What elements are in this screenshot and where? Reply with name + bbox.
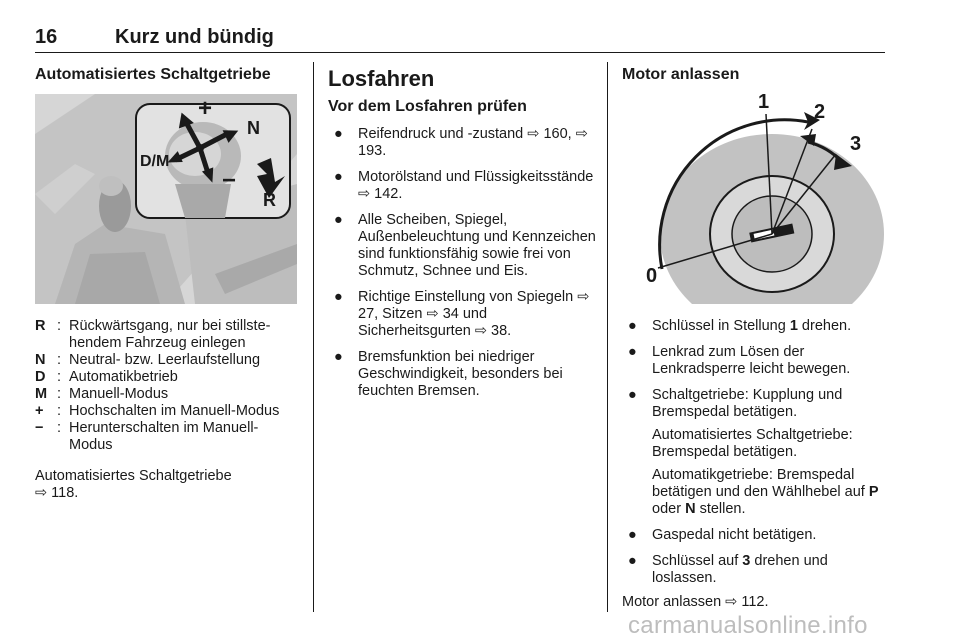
cross-reference: [35, 468, 297, 502]
position-1-label: 1: [758, 94, 770, 113]
gear-legend: [35, 318, 297, 454]
dm-label: D/M: [140, 153, 170, 170]
plus-label: +: [198, 95, 213, 122]
legend-text: Rückwärtsgang, nur bei stillste-hendem Fahrzeug einlegen: [69, 318, 271, 351]
list-item-text: Richtige Einstellung von Spiegeln ⇨ 27, Sitzen ⇨ 34 und Sicherheitsgurten ⇨ 38.: [358, 289, 590, 339]
checks-list: [328, 126, 596, 400]
step-bold: 1: [789, 318, 798, 334]
list-item-text: Motorölstand und Flüssigkeitsstände ⇨ 142.: [358, 169, 594, 202]
page-header: [35, 26, 885, 53]
legend-key: N: [35, 352, 46, 368]
position-3-label: 3: [850, 133, 862, 155]
cross-reference-page: ⇨ 118.: [35, 485, 79, 501]
step-text: Schlüssel auf: [652, 553, 743, 569]
legend-text: Neutral- bzw. Leerlaufstellung: [69, 352, 261, 368]
column-divider: [607, 62, 608, 612]
cross-reference: Motor anlassen ⇨ 112.: [622, 594, 769, 610]
list-item: ● Schlüssel auf 3 drehen und loslassen.: [628, 553, 828, 586]
r-label: R: [263, 190, 276, 210]
legend-text: Automatikbetrieb: [69, 369, 178, 385]
legend-key: M: [35, 386, 48, 402]
step-text: drehen und loslassen.: [652, 553, 828, 586]
list-item: ● Schlüssel in Stellung 1 drehen.: [628, 318, 852, 334]
step-note-text: stellen.: [695, 501, 746, 517]
list-item: ● Bremsfunktion bei niedriger Geschwindigkeit, besonders bei feuchten Bremsen.: [334, 349, 563, 399]
legend-separator: :: [57, 386, 62, 402]
list-item-text: Bremsfunktion bei niedriger Geschwindigkeit, besonders bei feuchten Bremsen.: [358, 349, 563, 399]
legend-row-minus: [35, 420, 297, 454]
step-note-bold: P: [868, 484, 879, 500]
column-driving-off: [328, 66, 596, 409]
chapter-title: Kurz und bündig: [115, 26, 274, 48]
step-text: Schaltgetriebe: Kupplung und Bremspedal betätigen.: [652, 387, 843, 420]
legend-separator: :: [57, 352, 62, 368]
legend-key: −: [35, 420, 44, 436]
ignition-switch-drawing: [622, 94, 886, 304]
list-item: ● Gaspedal nicht betätigen.: [628, 527, 817, 543]
legend-row-n: [35, 352, 297, 369]
legend-key: +: [35, 403, 44, 419]
step-text: Schlüssel in Stellung: [652, 318, 790, 334]
list-item: ● Schaltgetriebe: Kupplung und Bremspedal betätigen. Automatisiertes Schaltgetriebe: Bremspedal betätigen. Automatikgetriebe: Bremspedal betätigen und den Wählhebel auf P oder N stellen.: [622, 387, 886, 518]
section-heading-engine-start: Motor anlassen: [622, 66, 740, 83]
step-note-text: Automatikgetriebe: Bremspedal betätigen und den Wählhebel auf: [652, 467, 869, 500]
step-text: drehen.: [797, 318, 852, 334]
step-bold: 3: [742, 553, 751, 569]
legend-separator: :: [57, 403, 62, 419]
page-number: 16: [35, 26, 58, 48]
position-0-label: 0: [646, 265, 658, 287]
watermark: carmanualsonline.info: [628, 612, 868, 639]
list-item: ● Richtige Einstellung von Spiegeln ⇨ 27, Sitzen ⇨ 34 und Sicherheitsgurten ⇨ 38.: [334, 289, 590, 339]
step-text: Gaspedal nicht betätigen.: [652, 527, 817, 543]
gear-shifter-illustration: [35, 94, 297, 304]
step-note: [652, 467, 886, 518]
legend-row-d: [35, 369, 297, 386]
legend-row-plus: [35, 403, 297, 420]
legend-separator: :: [57, 420, 62, 436]
step-note: Automatisiertes Schaltgetriebe: Bremspedal betätigen.: [652, 427, 853, 460]
legend-row-r: [35, 318, 297, 352]
list-item-text: Reifendruck und -zustand ⇨ 160, ⇨ 193.: [358, 126, 588, 159]
minus-label: −: [222, 167, 237, 194]
ignition-switch-illustration: [622, 94, 886, 304]
section-heading-driving-off: Losfahren: [328, 66, 435, 91]
step-note-text: oder: [652, 501, 686, 517]
legend-key: R: [35, 318, 46, 334]
step-note-bold: N: [685, 501, 696, 517]
cross-reference-text: Automatisiertes Schaltgetriebe: [35, 468, 232, 484]
subheading-checks: Vor dem Losfahren prüfen: [328, 98, 527, 115]
n-label: N: [247, 118, 260, 138]
column-divider: [313, 62, 314, 612]
legend-separator: :: [57, 369, 62, 385]
position-2-label: 2: [814, 101, 826, 123]
step-text: Lenkrad zum Lösen der Lenkradsperre leicht bewegen.: [652, 344, 851, 377]
list-item-text: Alle Scheiben, Spiegel, Außenbeleuchtung und Kennzeichen sind funktionsfähig sowie frei von Schmutz, Schnee und Eis.: [358, 212, 596, 279]
legend-row-m: [35, 386, 297, 403]
list-item: ● Lenkrad zum Lösen der Lenkradsperre leicht bewegen.: [628, 344, 851, 377]
list-item: ● Alle Scheiben, Spiegel, Außenbeleuchtung und Kennzeichen sind funktionsfähig sowie frei von Schmutz, Schnee und Eis.: [334, 212, 596, 279]
legend-key: D: [35, 369, 46, 385]
legend-separator: :: [57, 318, 62, 334]
section-heading-transmission: Automatisiertes Schaltgetriebe: [35, 66, 271, 83]
column-engine-start: [622, 66, 886, 611]
legend-text: Hochschalten im Manuell-Modus: [69, 403, 280, 419]
column-transmission: [35, 66, 297, 502]
legend-text: Manuell-Modus: [69, 386, 169, 402]
gear-shifter-drawing: [35, 94, 297, 304]
list-item: ● Motorölstand und Flüssigkeitsstände ⇨ 142.: [334, 169, 594, 202]
legend-text: Herunterschalten im Manuell-Modus: [69, 420, 259, 453]
start-steps-list: [622, 318, 886, 587]
list-item: ● Reifendruck und -zustand ⇨ 160, ⇨ 193.: [334, 126, 588, 159]
